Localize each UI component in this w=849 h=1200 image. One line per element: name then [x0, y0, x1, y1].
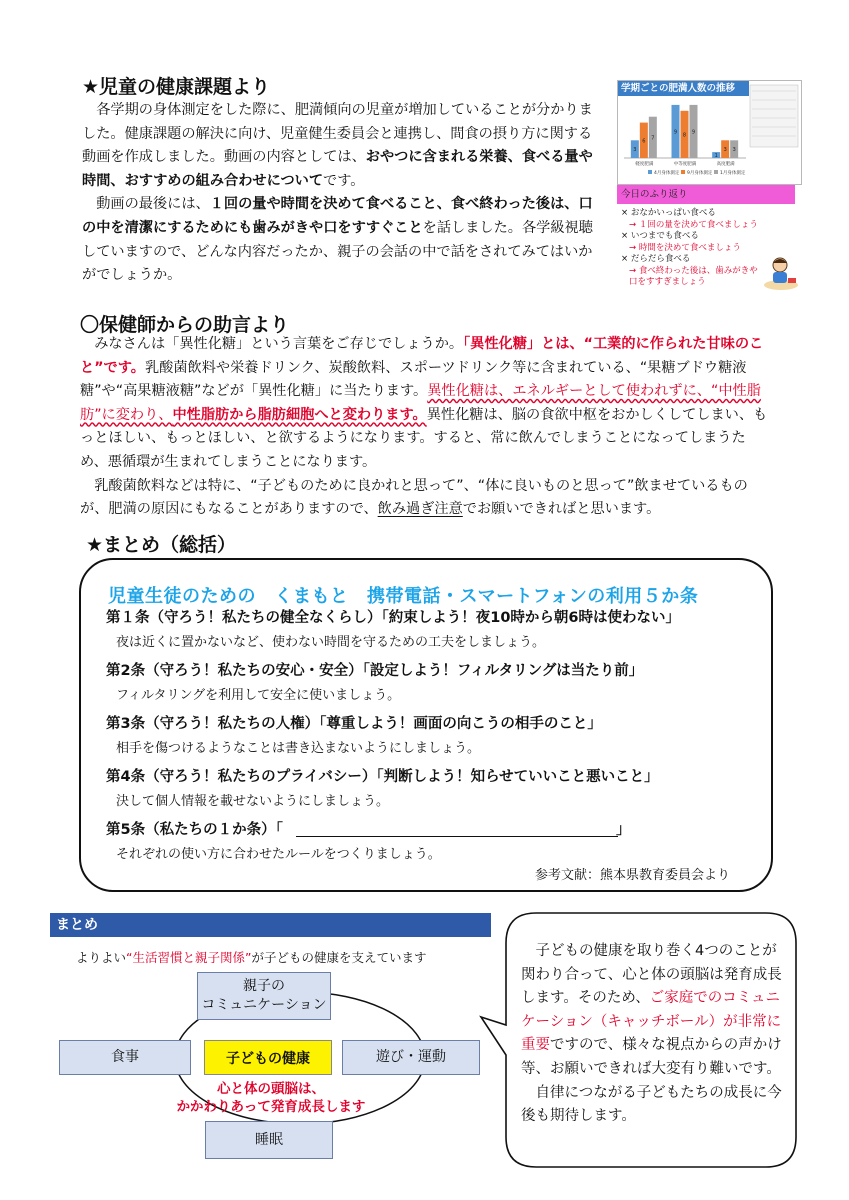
- rule-5-close-bracket: 」: [616, 822, 631, 838]
- node-play-exercise: 遊び・運動: [342, 1040, 480, 1075]
- section3-heading: ★まとめ（総括）: [86, 534, 237, 556]
- summary-lead: よりよい“生活習慣と親子関係”が子どもの健康を支えています: [76, 950, 427, 965]
- node-sleep: 睡眠: [205, 1121, 333, 1159]
- section1-body: 各学期の身体測定をした際に、肥満傾向の児童が増加していることが分かりました。健康課題の解決に向け、児童健生委員会と連携し、間食の摂り方に関する動画を作成しました。動画の内容としては、おやつに含まれる栄養、食べる量や時間、おすすめの組み合わせについてです。 動画の最後には、１回の量や時間を決めて食べること、食べ終わった後は、口の中を清潔にするためにも歯みがきや口をすすぐことを話しました。各学級視聴していますので、どんな内容だったか、親子の会話の中で話をされてみてはいかがでしょうか。: [82, 102, 593, 284]
- rule-2-desc: フィルタリングを利用して安全に使いましょう。: [116, 688, 401, 703]
- reference-note: 参考文献：熊本県教育委員会より: [535, 868, 731, 883]
- chart-data-label: 9: [691, 129, 696, 136]
- bubble-text: 子どもの健康を取り巻く4つのことが関わり合って、心と体の頭脳は発育成長します。そのため、ご家庭でのコミュニケーション（キャッチボール）が非常に重要ですので、様々な視点からの声かけ等、お願いできれば大変有り難いです。 自律につながる子どもたちの成長に今後も期待します。: [521, 943, 782, 1125]
- rule-3-desc: 相手を傷つけるようなことは書き込まないようにしましょう。: [116, 741, 481, 756]
- chart-data-label: 8: [682, 132, 687, 139]
- chart-legend-label: 1月身体測定: [720, 171, 746, 176]
- chart-legend-label: 4月身体測定: [654, 171, 680, 176]
- obesity-chart: [617, 80, 802, 185]
- review-bad-2: × いつまでも食べる: [621, 231, 699, 241]
- chart-side-table: [750, 85, 798, 147]
- chart-data-label: 3: [723, 147, 727, 154]
- chart-data-label: 7: [651, 135, 655, 142]
- chart-category-label: 軽度肥満: [635, 162, 654, 167]
- chart-title: 学期ごとの肥満人数の推移: [618, 81, 749, 96]
- summary-caption: 心と体の頭脳は、 かかわりあって発育成長します: [176, 1081, 366, 1115]
- section2-body: みなさんは「異性化糖」という言葉をご存じでしょうか。「異性化糖」とは、“工業的に作られた甘味のこと”です。乳酸菌飲料や栄養ドリンク、炭酸飲料、スポーツドリンク等に含まれている、“果糖ブドウ糖液糖”や“高果糖液糖”などが「異性化糖」に当たります。異性化糖は、エネルギーとして使われずに、“中性脂肪”に変わり、中性脂肪から脂肪細胞へと変わります。異性化糖は、脳の食欲中枢をおかしくしてしまい、もっとほしい、もっとほしい、と欲するようになります。すると、常に飲んでしまうことになってしまうため、悪循環が生まれてしまうことになります。 乳酸菌飲料などは特に、“子どものために良かれと思って”、“体に良いものと思って”飲ませているものが、肥満の原因にもなることがありますので、飲み過ぎ注意でお願いできればと思います。: [80, 336, 768, 518]
- rule-4-heading: 第4条（守ろう！私たちのプライバシー）「判断しよう！知らせていいこと悪いこと」: [106, 769, 659, 785]
- review-panel: [617, 185, 800, 293]
- section2-heading: 〇保健師からの助言より: [80, 314, 290, 336]
- node-diet: 食事: [59, 1040, 191, 1075]
- review-good-3: → 食べ終わった後は、歯みがきや口をすすぎましょう: [629, 265, 758, 287]
- chart-data-label: 3: [732, 147, 736, 154]
- review-bad-3: × だらだら食べる: [621, 254, 691, 264]
- rule-2-heading: 第2条（守ろう！私たちの安心・安全）「設定しよう！フィルタリングは当たり前」: [106, 663, 644, 679]
- chart-data-label: 9: [673, 129, 678, 136]
- review-good-1: → １回の量を決めて食べましょう: [629, 219, 758, 230]
- chart-data-label: 3: [633, 147, 637, 154]
- rule-5-blank-line: [296, 836, 618, 837]
- rule-1-heading: 第１条（守ろう！私たちの健全なくらし）「約束しよう！夜10時から朝6時は使わない」: [106, 610, 681, 626]
- rule-5-heading: 第5条（私たちの１か条）「: [106, 822, 283, 838]
- chart-category-label: 高度肥満: [716, 162, 735, 167]
- node-child-health: 子どもの健康: [204, 1040, 332, 1075]
- rule-4-desc: 決して個人情報を載せないようにしましょう。: [116, 794, 390, 809]
- section1-heading: ★児童の健康課題より: [82, 76, 271, 98]
- chart-legend-swatch: [714, 170, 718, 174]
- rule-5-desc: それぞれの使い方に合わせたルールをつくりましょう。: [116, 847, 441, 862]
- review-good-2: → 時間を決めて食べましょう: [629, 242, 741, 253]
- chart-canvas: [618, 81, 801, 184]
- rule-3-heading: 第3条（守ろう！私たちの人権）「尊重しよう！画面の向こうの相手のこと」: [106, 716, 602, 732]
- chart-legend-label: 9月身体測定: [687, 171, 713, 176]
- rule-1-desc: 夜は近くに置かないなど、使わない時間を守るための工夫をしましょう。: [116, 635, 546, 650]
- chart-legend-swatch: [648, 170, 652, 174]
- summary-bar: まとめ: [50, 913, 491, 937]
- review-bad-1: × おなかいっぱい食べる: [621, 208, 716, 218]
- rules-title: 児童生徒のための くまもと 携帯電話・スマートフォンの利用５か条: [108, 586, 699, 607]
- child-eating-illustration-icon: [762, 253, 800, 291]
- chart-data-label: 1: [714, 153, 718, 160]
- node-parent-child-communication: 親子の コミュニケーション: [197, 972, 331, 1020]
- chart-category-label: 中等度肥満: [673, 162, 697, 167]
- review-title: 今日のふり返り: [617, 185, 795, 204]
- chart-legend-swatch: [681, 170, 685, 174]
- chart-data-label: 6: [642, 138, 646, 145]
